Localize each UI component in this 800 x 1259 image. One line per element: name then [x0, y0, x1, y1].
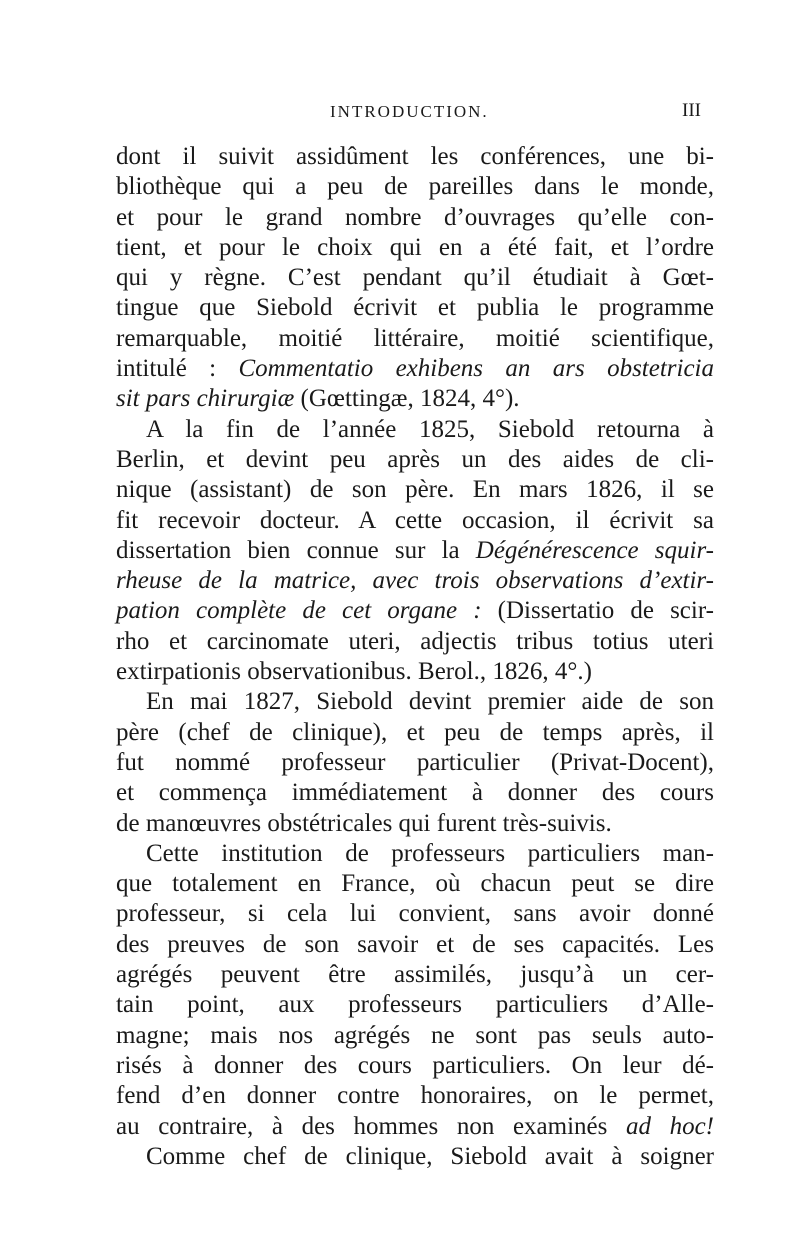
text-line: fit recevoir docteur. A cette occasion, il écrivit sa: [116, 506, 714, 534]
text-run: (Gœttingæ, 1824, 4°).: [294, 385, 520, 413]
text-line: risés à donner des cours particuliers. On leur dé-: [116, 1051, 714, 1079]
text-run: au contraire, à des hommes non examinés: [116, 1112, 626, 1140]
page-number: III: [682, 100, 701, 121]
text-line: professeur, si cela lui convient, sans avoir donné: [116, 900, 714, 928]
italic-title: pation complète de cet organe :: [116, 597, 482, 625]
body-text: [116, 142, 714, 1172]
text-line: Berlin, et devint peu après un des aides de cli-: [116, 445, 714, 473]
text-line: [116, 596, 714, 626]
text-run: (Dissertatio de scir-: [481, 597, 714, 625]
text-line: magne; mais nos agrégés ne sont pas seuls auto-: [116, 1021, 714, 1049]
italic-phrase: ad hoc!: [625, 1112, 714, 1140]
text-line: En mai 1827, Siebold devint premier aide de son: [146, 688, 714, 716]
text-line: Cette institution de professeurs particuliers man-: [146, 839, 714, 867]
italic-title: Dégénérescence squir-: [475, 536, 714, 564]
text-line: agrégés peuvent être assimilés, jusqu’à un cer-: [116, 961, 714, 989]
italic-title: Commentatio exhibens an ars obstetricia: [238, 355, 714, 383]
text-line: A la fin de l’année 1825, Siebold retourna à: [146, 415, 714, 443]
text-line: [116, 384, 714, 414]
italic-title: sit pars chirurgiæ: [116, 385, 295, 413]
text-run: intitulé :: [116, 355, 239, 383]
text-line: rho et carcinomate uteri, adjectis tribus totius uteri: [116, 627, 714, 655]
text-line: nique (assistant) de son père. En mars 1826, il se: [116, 476, 714, 504]
text-line: dont il suivit assidûment les conférences, une bi-: [116, 143, 714, 170]
text-line: tient, et pour le choix qui en a été fait, et l’ordre: [116, 233, 714, 261]
text-line: [116, 1112, 714, 1142]
text-run: dissertation bien connue sur la: [116, 536, 476, 564]
text-line: [116, 536, 714, 566]
text-line: tingue que Siebold écrivit et publia le programme: [116, 294, 714, 322]
text-line: rheuse de la matrice, avec trois observations d’extir-: [116, 567, 714, 595]
text-line: et pour le grand nombre d’ouvrages qu’elle con-: [116, 203, 714, 231]
text-line: extirpationis observationibus. Berol., 1826, 4°.): [116, 658, 592, 686]
text-line: que totalement en France, où chacun peut se dire: [116, 870, 714, 898]
text-line: père (chef de clinique), et peu de temps après, il: [116, 718, 714, 746]
text-line: bliothèque qui a peu de pareilles dans le monde,: [116, 173, 714, 201]
text-line: Comme chef de clinique, Siebold avait à soigner: [146, 1142, 714, 1170]
text-line: qui y règne. C’est pendant qu’il étudiait à Gœt-: [116, 264, 714, 292]
text-line: fut nommé professeur particulier (Privat-Docent),: [116, 748, 714, 776]
text-line: remarquable, moitié littéraire, moitié scientifique,: [116, 324, 714, 352]
text-line: fend d’en donner contre honoraires, on le permet,: [116, 1082, 714, 1110]
running-head: [0, 98, 800, 128]
text-line: tain point, aux professeurs particuliers d’Alle-: [116, 991, 714, 1019]
text-line: des preuves de son savoir et de ses capacités. Les: [116, 930, 714, 958]
text-line: [116, 354, 714, 384]
running-head-title: INTRODUCTION.: [330, 102, 489, 121]
text-line: de manœuvres obstétricales qui furent très-suivis.: [116, 809, 612, 837]
text-line: et commença immédiatement à donner des cours: [116, 779, 714, 807]
